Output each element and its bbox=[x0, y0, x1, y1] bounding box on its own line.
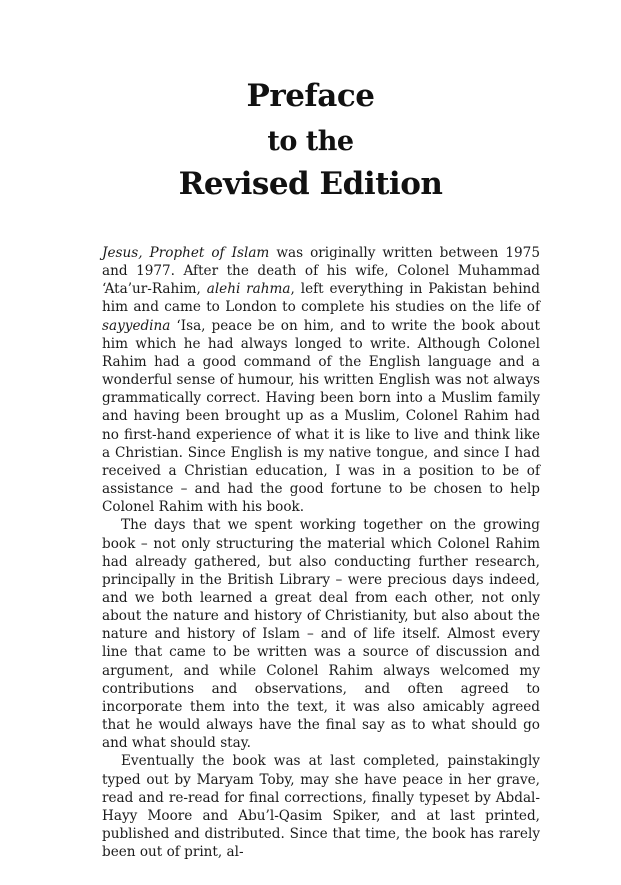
text-segment: ‘Isa, peace be on him, and to write the book about him which he had always longed to write. Although Colonel Rahim had a good command of the English language and a wonderful sense of humour, his written English was not always grammatically correct. Having been born into a Muslim family and having been brought up as a Muslim, Colonel Rahim had no first-hand experience of what it is like to live and think like a Christian. Since English is my native tongue, and since I had received a Christian education, I was in a position to be of assistance – and had the good fortune to be chosen to help Colonel Rahim with his book. bbox=[102, 317, 540, 516]
honorific-italic: sayyedina bbox=[102, 317, 171, 334]
preface-body bbox=[102, 244, 540, 861]
book-title-italic: Jesus, Prophet of Islam bbox=[102, 245, 270, 261]
page-subtitle: to the bbox=[267, 126, 354, 157]
text-segment: The days that we spent working together on the growing book – not only structuring the material which Colonel Rahim had already gathered, but also conducting further research, principally in the British Library – were precious days indeed, and we both learned a great deal from each other, not only about the nature and history of Christianity, but also about the nature and history of Islam – and of life itself. Almost every line that came to be written was a source of discussion and argument, and while Colonel Rahim always welcomed my contributions and observations, and often agreed to incorporate them into the text, it was also amicably agreed that he would always have the final say as to what should go and what should stay. bbox=[102, 517, 540, 752]
page-subtitle-edition: Revised Edition bbox=[178, 166, 443, 202]
text-segment: was originally written between 1975 and 1977. After the death of his wife, Colonel Muhammad ‘Ata’ur-Rahim, bbox=[102, 245, 540, 298]
text-segment: Eventually the book was at last completed, painstakingly typed out by Maryam Toby, may she have peace in her grave, read and re-read for final corrections, finally typeset by Abdal-Hayy Moore and Abu’l-Qasim Spiker, and at last printed, published and distributed. Since that time, the book has rarely been out of print, al- bbox=[102, 753, 540, 861]
paragraph-2 bbox=[102, 516, 540, 752]
honorific-italic: alehi rahma bbox=[206, 281, 291, 298]
text-segment: , left everything in Pakistan behind him and came to London to complete his studies on the life of bbox=[102, 281, 540, 316]
page-title: Preface bbox=[246, 78, 375, 114]
paragraph-3 bbox=[102, 752, 540, 861]
paragraph-1 bbox=[102, 244, 540, 516]
